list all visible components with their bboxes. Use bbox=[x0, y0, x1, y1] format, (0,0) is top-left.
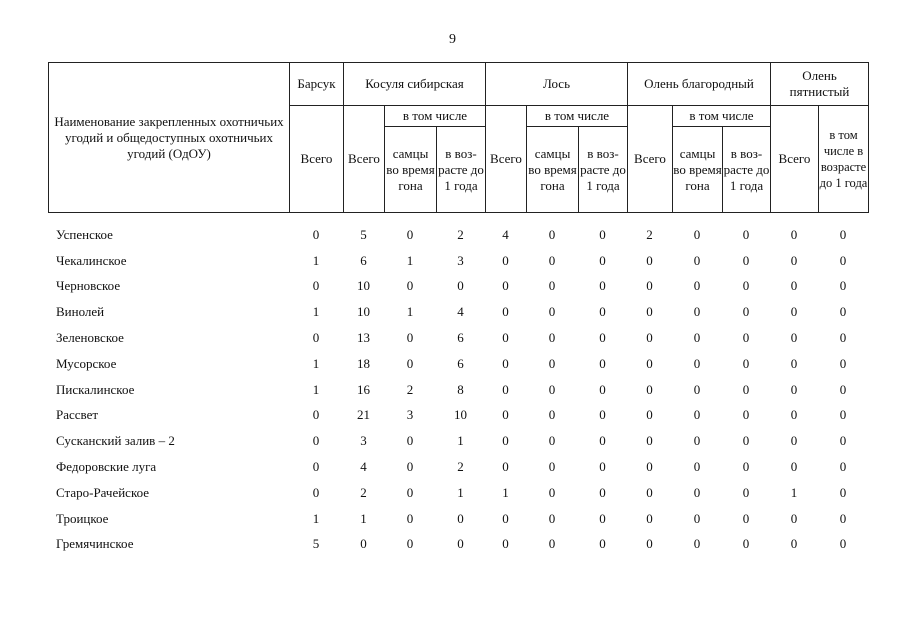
table-row bbox=[48, 248, 868, 274]
row-value: 0 bbox=[742, 304, 750, 320]
row-value: 0 bbox=[312, 407, 320, 423]
table-row bbox=[48, 299, 868, 325]
row-value: 2 bbox=[360, 484, 367, 500]
row-value: 0 bbox=[839, 330, 847, 346]
row-value: 4 bbox=[457, 304, 464, 320]
row-value: 0 bbox=[790, 459, 798, 475]
row-value: 0 bbox=[790, 381, 798, 397]
row-value: 0 bbox=[839, 407, 847, 423]
row-value: 0 bbox=[548, 459, 556, 475]
row-name: Сусканский залив – 2 bbox=[56, 433, 175, 449]
row-value: 0 bbox=[502, 510, 509, 526]
table-row bbox=[48, 506, 868, 532]
sika-total-header: Всего bbox=[771, 106, 819, 213]
row-name: Зеленовское bbox=[56, 330, 124, 346]
row-value: 0 bbox=[693, 536, 701, 552]
row-name: Успенское bbox=[56, 226, 113, 242]
row-value: 0 bbox=[502, 407, 509, 423]
row-value: 0 bbox=[502, 278, 509, 294]
row-name: Чекалинское bbox=[56, 252, 127, 268]
red-deer-males-header: самцы во время гона bbox=[673, 127, 723, 213]
row-name: Винолей bbox=[56, 304, 105, 320]
row-value: 0 bbox=[599, 433, 606, 449]
row-value: 0 bbox=[742, 355, 750, 371]
row-value: 0 bbox=[790, 510, 798, 526]
row-value: 0 bbox=[742, 252, 750, 268]
row-value: 0 bbox=[312, 433, 320, 449]
row-value: 0 bbox=[548, 355, 556, 371]
name-column-header: Наименование закрепленных охотничьих угодий и общедоступных охотничьих угодий (ОдОУ) bbox=[49, 63, 290, 213]
row-value: 0 bbox=[646, 459, 653, 475]
roe-young-header: в воз-расте до 1 года bbox=[437, 127, 486, 213]
row-value: 0 bbox=[646, 278, 653, 294]
row-value: 6 bbox=[360, 252, 367, 268]
row-value: 0 bbox=[742, 381, 750, 397]
row-value: 0 bbox=[502, 536, 509, 552]
red-deer-incl-header: в том числе bbox=[673, 106, 771, 127]
row-value: 0 bbox=[502, 252, 509, 268]
row-value: 0 bbox=[790, 407, 798, 423]
row-value: 0 bbox=[312, 330, 320, 346]
row-value: 0 bbox=[693, 433, 701, 449]
row-value: 0 bbox=[502, 459, 509, 475]
row-value: 5 bbox=[360, 226, 367, 242]
row-value: 2 bbox=[646, 226, 653, 242]
row-value: 2 bbox=[457, 226, 464, 242]
roe-total-header: Всего bbox=[344, 106, 385, 213]
row-value: 1 bbox=[312, 381, 320, 397]
row-value: 1 bbox=[312, 355, 320, 371]
row-value: 0 bbox=[693, 381, 701, 397]
row-value: 0 bbox=[548, 252, 556, 268]
roe-males-header: самцы во время гона bbox=[385, 127, 437, 213]
row-name: Федоровские луга bbox=[56, 459, 157, 475]
row-value: 0 bbox=[646, 381, 653, 397]
row-value: 0 bbox=[599, 510, 606, 526]
row-value: 6 bbox=[457, 355, 464, 371]
row-value: 1 bbox=[406, 252, 414, 268]
row-value: 0 bbox=[599, 278, 606, 294]
row-value: 0 bbox=[599, 304, 606, 320]
row-value: 16 bbox=[357, 381, 370, 397]
row-value: 0 bbox=[742, 484, 750, 500]
row-value: 0 bbox=[790, 355, 798, 371]
row-value: 0 bbox=[502, 381, 509, 397]
row-value: 0 bbox=[790, 304, 798, 320]
row-value: 0 bbox=[790, 536, 798, 552]
row-value: 5 bbox=[312, 536, 320, 552]
row-value: 0 bbox=[457, 510, 464, 526]
row-value: 0 bbox=[599, 407, 606, 423]
row-value: 3 bbox=[360, 433, 367, 449]
row-name: Троицкое bbox=[56, 510, 109, 526]
row-value: 0 bbox=[599, 355, 606, 371]
row-value: 0 bbox=[312, 226, 320, 242]
row-value: 0 bbox=[790, 433, 798, 449]
row-value: 0 bbox=[599, 381, 606, 397]
row-value: 8 bbox=[457, 381, 464, 397]
row-value: 1 bbox=[790, 484, 798, 500]
table-row bbox=[48, 403, 868, 429]
row-value: 0 bbox=[693, 510, 701, 526]
row-value: 0 bbox=[693, 278, 701, 294]
row-value: 0 bbox=[599, 536, 606, 552]
row-value: 0 bbox=[839, 459, 847, 475]
species-red-deer: Олень благородный bbox=[628, 63, 771, 106]
row-value: 0 bbox=[693, 226, 701, 242]
row-value: 0 bbox=[790, 330, 798, 346]
row-value: 0 bbox=[693, 407, 701, 423]
row-value: 0 bbox=[790, 226, 798, 242]
row-value: 21 bbox=[357, 407, 370, 423]
row-value: 0 bbox=[406, 355, 414, 371]
table-row bbox=[48, 480, 868, 506]
row-value: 3 bbox=[457, 252, 464, 268]
row-value: 0 bbox=[502, 304, 509, 320]
row-value: 0 bbox=[839, 355, 847, 371]
row-value: 0 bbox=[599, 484, 606, 500]
row-value: 0 bbox=[646, 355, 653, 371]
moose-young-header: в воз-расте до 1 года bbox=[579, 127, 628, 213]
row-value: 0 bbox=[548, 484, 556, 500]
row-value: 0 bbox=[312, 459, 320, 475]
row-value: 0 bbox=[646, 536, 653, 552]
row-value: 4 bbox=[502, 226, 509, 242]
moose-total-header: Всего bbox=[486, 106, 527, 213]
row-value: 0 bbox=[312, 484, 320, 500]
row-value: 0 bbox=[406, 484, 414, 500]
row-value: 0 bbox=[839, 484, 847, 500]
row-name: Черновское bbox=[56, 278, 121, 294]
row-name: Мусорское bbox=[56, 355, 117, 371]
row-value: 0 bbox=[457, 536, 464, 552]
row-value: 1 bbox=[502, 484, 509, 500]
row-value: 0 bbox=[646, 304, 653, 320]
table-row bbox=[48, 325, 868, 351]
species-roe: Косуля сибирская bbox=[344, 63, 486, 106]
row-value: 0 bbox=[312, 278, 320, 294]
row-value: 2 bbox=[457, 459, 464, 475]
row-value: 0 bbox=[502, 330, 509, 346]
row-name: Гремячинское bbox=[56, 536, 134, 552]
row-value: 0 bbox=[742, 226, 750, 242]
page-number: 9 bbox=[449, 32, 456, 47]
row-value: 0 bbox=[839, 433, 847, 449]
table-row bbox=[48, 351, 868, 377]
table-row bbox=[48, 532, 868, 558]
table-row bbox=[48, 428, 868, 454]
badger-total-header: Всего bbox=[290, 106, 344, 213]
row-value: 1 bbox=[457, 433, 464, 449]
row-value: 0 bbox=[742, 459, 750, 475]
row-value: 0 bbox=[406, 433, 414, 449]
roe-incl-header: в том числе bbox=[385, 106, 486, 127]
row-value: 0 bbox=[693, 330, 701, 346]
row-value: 0 bbox=[406, 330, 414, 346]
row-value: 0 bbox=[646, 330, 653, 346]
row-name: Старо-Рачейское bbox=[56, 484, 150, 500]
sika-young-header: в том числе в возрасте до 1 года bbox=[819, 106, 869, 213]
row-value: 0 bbox=[548, 433, 556, 449]
row-value: 0 bbox=[599, 226, 606, 242]
row-value: 1 bbox=[312, 252, 320, 268]
row-value: 1 bbox=[360, 510, 367, 526]
row-value: 0 bbox=[693, 484, 701, 500]
row-value: 0 bbox=[742, 510, 750, 526]
species-moose: Лось bbox=[486, 63, 628, 106]
row-value: 0 bbox=[742, 407, 750, 423]
row-value: 0 bbox=[839, 278, 847, 294]
row-value: 0 bbox=[646, 433, 653, 449]
row-value: 0 bbox=[548, 278, 556, 294]
row-value: 0 bbox=[646, 252, 653, 268]
row-value: 0 bbox=[646, 484, 653, 500]
row-value: 0 bbox=[790, 252, 798, 268]
row-value: 0 bbox=[839, 226, 847, 242]
row-value: 0 bbox=[742, 330, 750, 346]
table-row bbox=[48, 377, 868, 403]
row-value: 0 bbox=[548, 510, 556, 526]
table-row bbox=[48, 454, 868, 480]
row-value: 0 bbox=[502, 433, 509, 449]
row-value: 0 bbox=[457, 278, 464, 294]
row-value: 1 bbox=[457, 484, 464, 500]
table-header bbox=[48, 62, 869, 213]
row-value: 6 bbox=[457, 330, 464, 346]
row-value: 0 bbox=[693, 304, 701, 320]
red-deer-young-header: в воз-расте до 1 года bbox=[723, 127, 771, 213]
row-value: 0 bbox=[548, 381, 556, 397]
row-value: 3 bbox=[406, 407, 414, 423]
row-value: 10 bbox=[357, 278, 370, 294]
row-value: 2 bbox=[406, 381, 414, 397]
row-value: 0 bbox=[646, 510, 653, 526]
row-value: 0 bbox=[839, 510, 847, 526]
row-value: 0 bbox=[790, 278, 798, 294]
row-value: 0 bbox=[548, 226, 556, 242]
row-value: 0 bbox=[839, 252, 847, 268]
row-value: 0 bbox=[406, 459, 414, 475]
row-value: 0 bbox=[548, 407, 556, 423]
row-value: 0 bbox=[742, 536, 750, 552]
row-value: 10 bbox=[357, 304, 370, 320]
moose-males-header: самцы во время гона bbox=[527, 127, 579, 213]
row-value: 0 bbox=[548, 304, 556, 320]
row-name: Рассвет bbox=[56, 407, 99, 423]
row-value: 1 bbox=[312, 510, 320, 526]
row-value: 0 bbox=[693, 252, 701, 268]
row-value: 0 bbox=[599, 459, 606, 475]
row-value: 0 bbox=[406, 226, 414, 242]
row-value: 0 bbox=[742, 433, 750, 449]
row-value: 0 bbox=[693, 355, 701, 371]
row-value: 0 bbox=[599, 330, 606, 346]
row-value: 18 bbox=[357, 355, 370, 371]
row-value: 0 bbox=[742, 278, 750, 294]
row-value: 0 bbox=[502, 355, 509, 371]
table-body bbox=[48, 222, 868, 557]
row-value: 0 bbox=[839, 381, 847, 397]
row-value: 0 bbox=[406, 510, 414, 526]
row-value: 0 bbox=[548, 330, 556, 346]
moose-incl-header: в том числе bbox=[527, 106, 628, 127]
species-sika-deer: Олень пятнистый bbox=[771, 63, 869, 106]
row-value: 0 bbox=[599, 252, 606, 268]
row-value: 1 bbox=[312, 304, 320, 320]
row-value: 0 bbox=[646, 407, 653, 423]
table-row bbox=[48, 274, 868, 300]
row-value: 0 bbox=[693, 459, 701, 475]
row-value: 0 bbox=[839, 536, 847, 552]
row-value: 0 bbox=[406, 278, 414, 294]
row-value: 0 bbox=[406, 536, 414, 552]
row-value: 10 bbox=[454, 407, 467, 423]
row-value: 0 bbox=[548, 536, 556, 552]
species-badger: Барсук bbox=[290, 63, 344, 106]
row-value: 0 bbox=[839, 304, 847, 320]
row-value: 1 bbox=[406, 304, 414, 320]
row-name: Пискалинское bbox=[56, 381, 135, 397]
row-value: 13 bbox=[357, 330, 370, 346]
row-value: 0 bbox=[360, 536, 367, 552]
row-value: 4 bbox=[360, 459, 367, 475]
red-deer-total-header: Всего bbox=[628, 106, 673, 213]
table-row bbox=[48, 222, 868, 248]
